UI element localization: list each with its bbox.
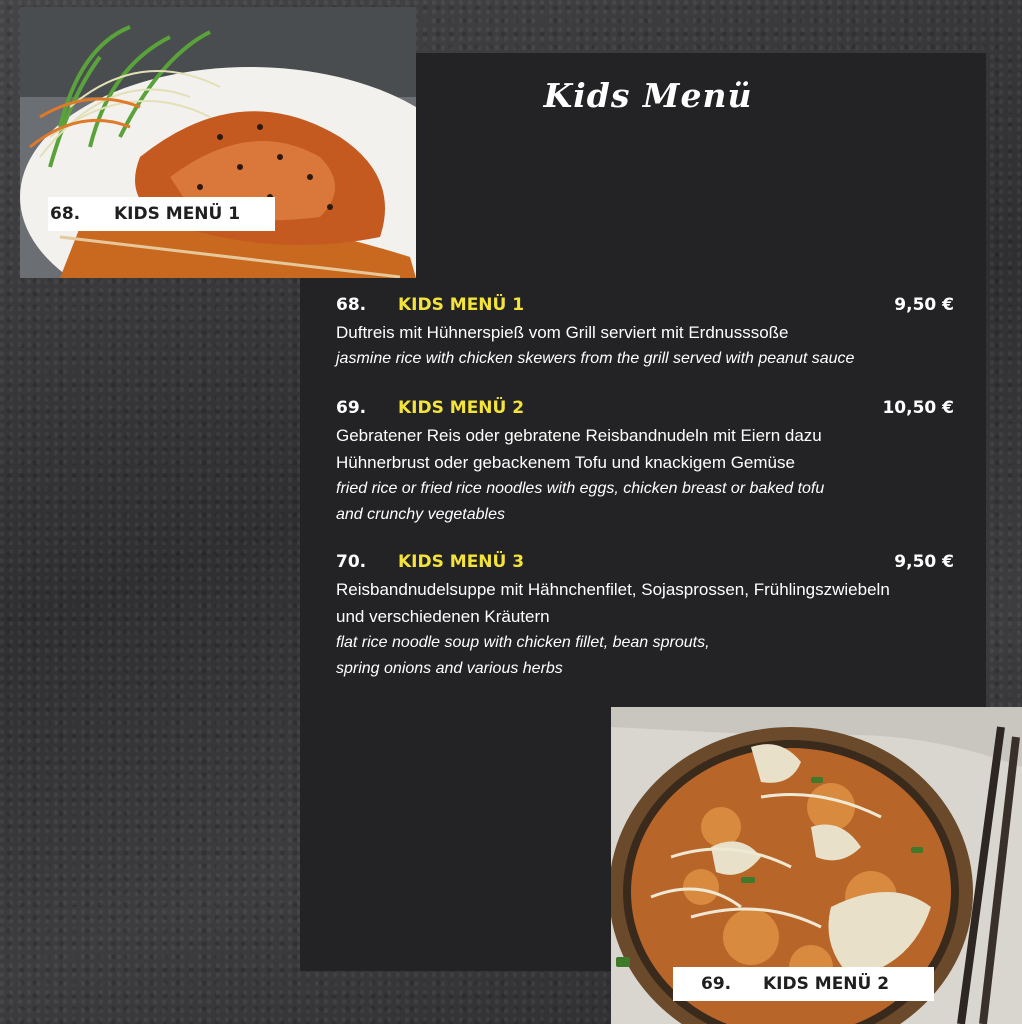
menu-item-number: 68. xyxy=(336,295,367,315)
menu-item-description-de: Hühnerbrust oder gebackenem Tofu und knackigem Gemüse xyxy=(336,453,795,472)
menu-item-description-en: and crunchy vegetables xyxy=(336,506,505,523)
menu-item-price: 9,50 € xyxy=(894,552,954,572)
menu-item-description-en: jasmine rice with chicken skewers from the grill served with peanut sauce xyxy=(336,350,855,367)
menu-item-description-en: flat rice noodle soup with chicken fillet, bean sprouts, xyxy=(336,634,710,651)
menu-item-description-de: Gebratener Reis oder gebratene Reisbandnudeln mit Eiern dazu xyxy=(336,426,822,445)
menu-item-header xyxy=(336,295,954,319)
photo-caption-label: KIDS MENÜ 1 xyxy=(114,204,241,224)
menu-item-header xyxy=(336,552,954,576)
menu-item-description-de: Duftreis mit Hühnerspieß vom Grill serviert mit Erdnusssoße xyxy=(336,323,789,342)
menu-item-69 xyxy=(336,398,954,528)
menu-item-number: 69. xyxy=(336,398,367,418)
menu-title: Kids Menü xyxy=(543,76,753,115)
menu-item-description-en: spring onions and various herbs xyxy=(336,660,563,677)
photo-caption-label: KIDS MENÜ 2 xyxy=(763,974,890,994)
menu-item-price: 10,50 € xyxy=(882,398,954,418)
menu-item-header xyxy=(336,398,954,422)
menu-item-price: 9,50 € xyxy=(894,295,954,315)
photo-caption-kids-menu-2 xyxy=(673,967,934,1001)
menu-item-description-de: Reisbandnudelsuppe mit Hähnchenfilet, Sojasprossen, Frühlingszwiebeln xyxy=(336,580,890,599)
menu-item-name: KIDS MENÜ 3 xyxy=(398,552,525,572)
menu-item-description-de: und verschiedenen Kräutern xyxy=(336,607,550,626)
photo-caption-number: 68. xyxy=(50,204,81,224)
menu-item-number: 70. xyxy=(336,552,367,572)
menu-item-70 xyxy=(336,552,954,682)
food-photo-kids-menu-1 xyxy=(20,7,416,278)
photo-caption-number: 69. xyxy=(701,974,732,994)
menu-item-name: KIDS MENÜ 1 xyxy=(398,295,525,315)
photo-caption-kids-menu-1 xyxy=(48,197,275,231)
menu-item-name: KIDS MENÜ 2 xyxy=(398,398,525,418)
menu-item-description-en: fried rice or fried rice noodles with eggs, chicken breast or baked tofu xyxy=(336,480,825,497)
menu-item-68 xyxy=(336,295,954,372)
